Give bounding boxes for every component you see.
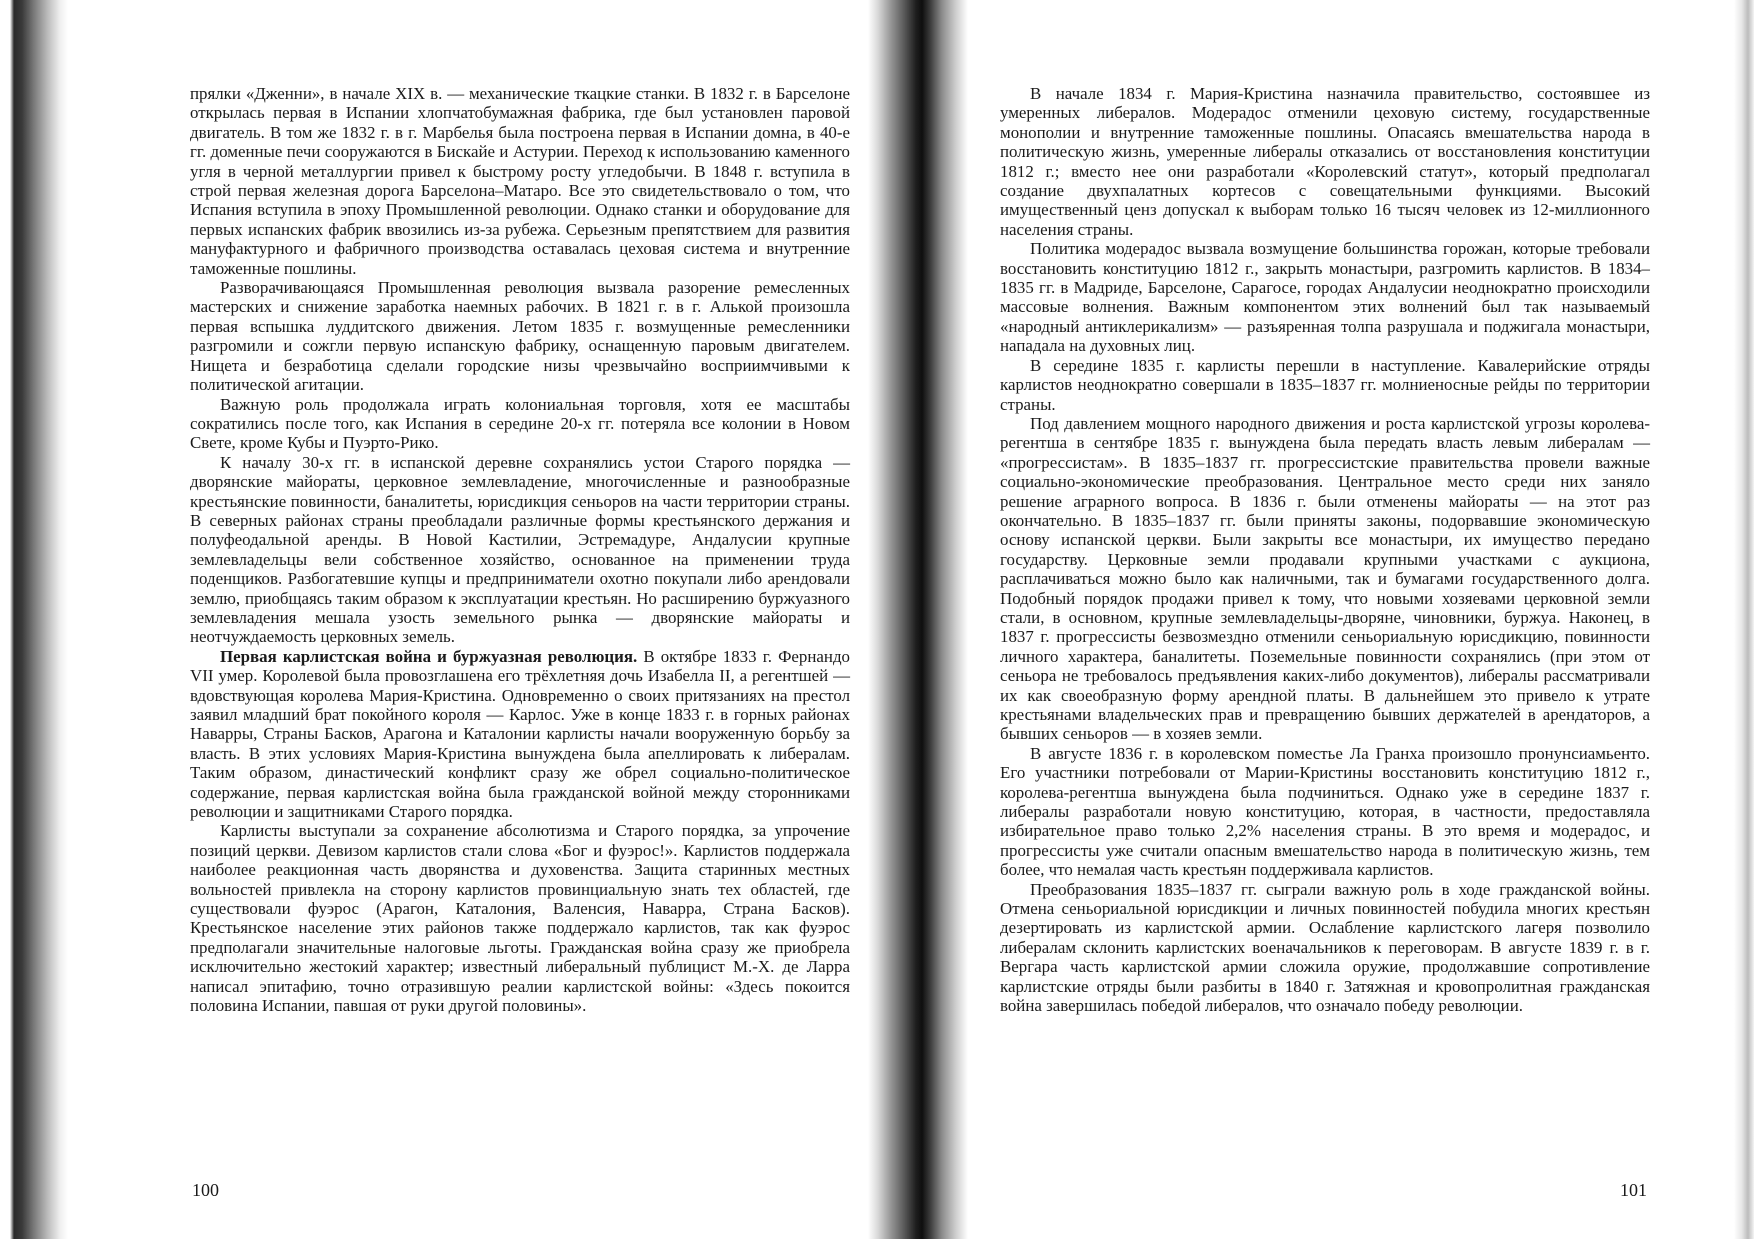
section-paragraph [190,647,850,822]
left-page-edge-shadow [0,0,68,1239]
paragraph: Разворачивающаяся Промышленная революция вызвала разорение ремесленных мастерских и снижение заработка наемных рабочих. В 1821 г. в г. Алькой произошла первая вспышка луддитского движения. Летом 1835 г. возмущенные ремесленники разгромили и сожгли первую испанскую фабрику, оснащенную паровым двигателем. Нищета и безработица сделали городские низы чрезвычайно восприимчивыми к политической агитации. [190,278,850,395]
left-page [190,84,850,1016]
paragraph: В середине 1835 г. карлисты перешли в наступление. Кавалерийские отряды карлистов неоднократно совершали в 1835–1837 гг. молниеносные рейды по территории страны. [1000,355,1650,414]
paragraph: Карлисты выступали за сохранение абсолютизма и Старого порядка, за упрочение позиций церкви. Девизом карлистов стали слова «Бог и фуэрос!». Карлистов поддержала наиболее реакционная часть дворянства и духовенства. Защита старинных местных вольностей привлекла на сторону карлистов провинциальную знать тех областей, где существовали фуэрос (Арагон, Каталония, Валенсия, Наварра, Страна Басков). Крестьянское население этих районов также поддержало карлистов, так как фуэрос предполагали значительные налоговые льготы. Гражданская война сразу же приобрела исключительно жестокий характер; известный либеральный публицист М.-Х. де Ларра написал эпитафию, точно отразившую реалии карлистской войны: «Здесь покоится половина Испании, павшая от руки другой половины». [190,821,850,1016]
paragraph: Преобразования 1835–1837 гг. сыграли важную роль в ходе гражданской войны. Отмена сеньориальной юрисдикции и личных повинностей побудила многих крестьян дезертировать из карлистской армии. Ослабление карлистского лагеря позволило либералам склонить карлистских военачальников к переговорам. В августе 1839 г. в г. Вергара часть карлистской армии сложила оружие, продолжавшие сопротивление карлистские отряды были разбиты в 1840 г. Затяжная и кровопролитная гражданская война завершилась победой либералов, что означало победу революции. [1000,879,1650,1016]
section-paragraph-text: В октябре 1833 г. Фернандо VII умер. Королевой была провозглашена его трёхлетняя дочь Изабелла II, а регентшей — вдовствующая королева Мария-Кристина. Одновременно о своих притязаниях на престол заявил младший брат покойного короля — Карлос. Уже в конце 1833 г. в горных районах Наварры, Страны Басков, Арагона и Каталонии карлисты начали вооруженную борьбу за власть. В этих условиях Мария-Кристина вынуждена была апеллировать к либералам. Таким образом, династический конфликт сразу же обрел социально-политическое содержание, первая карлистская война была гражданской войной между сторонниками революции и защитниками Старого порядка. [190,646,850,822]
page-number-right: 101 [1620,1180,1647,1200]
book-gutter-shadow [868,0,968,1239]
paragraph: В начале 1834 г. Мария-Кристина назначила правительство, состоявшее из умеренных либералов. Модерадос отменили цеховую систему, государственные монополии и внутренние таможенные пошлины. Опасаясь вмешательства народа в политическую жизнь, умеренные либералы отказались от восстановления конституции 1812 г.; вместо нее они разработали «Королевский статут», который предполагал создание двухпалатных кортесов с совещательными функциями. Высокий имущественный ценз допускал к выборам только 16 тысяч человек из 12-миллионного населения страны. [1000,84,1650,239]
paragraph: Политика модерадос вызвала возмущение большинства горожан, которые требовали восстановить конституцию 1812 г., закрыть монастыри, разгромить карлистов. В 1834–1835 гг. в Мадриде, Барселоне, Сарагосе, городах Андалусии неоднократно происходили массовые волнения. Важным компонентом этих волнений был так называемый «народный антиклерикализм» — разъяренная толпа разрушала и поджигала монастыри, нападала на духовных лиц. [1000,239,1650,356]
paragraph: К началу 30-х гг. в испанской деревне сохранялись устои Старого порядка — дворянские майораты, церковное землевладение, многочисленные и разнообразные крестьянские повинности, баналитеты, юрисдикция сеньоров на части территории страны. В северных районах страны преобладали различные формы крестьянского держания и полуфеодальной аренды. В Новой Кастилии, Эстремадуре, Андалусии крупные землевладельцы вели собственное хозяйство, основанное на применении труда поденщиков. Разбогатевшие купцы и предприниматели охотно покупали либо арендовали землю, приобщаясь таким образом к эксплуатации крестьян. Но расширению буржуазного землевладения мешала узость земельного рынка — дворянские майораты и неотчуждаемость церковных земель. [190,452,850,647]
right-page-edge-shadow [1734,0,1754,1239]
right-page [1000,84,1650,1016]
paragraph: Под давлением мощного народного движения и роста карлистской угрозы королева-регентша в сентябре 1835 г. вынуждена была передать власть левым либералам — «прогрессистам». В 1835–1837 гг. прогрессистские правительства провели важные социально-экономические преобразования. Центральное место среди них заняло решение аграрного вопроса. В 1836 г. были отменены майораты — на этот раз окончательно. В 1835–1837 гг. были приняты законы, подорвавшие экономическую основу испанской церкви. Были закрыты все монастыри, их имущество передано государству. Церковные земли продавали крупными участками с аукциона, расплачиваться можно было как наличными, так и бумагами государственного долга. Подобный порядок продажи привел к тому, что новыми хозяевами церковной земли стали, в основном, крупные землевладельцы-дворяне, чиновники, буржуа. Наконец, в 1837 г. прогрессисты безвозмездно отменили сеньориальную юрисдикцию, повинности личного характера, баналитеты. Поземельные повинности сохранялись (при этом от сеньора не требовалось предъявления каких-либо документов), либералы рассматривали их как своеобразную форму арендной платы. В дальнейшем это привело к утрате крестьянами владельческих прав и превращению бывших держателей в арендаторов, а бывших сеньоров — в хозяев земли. [1000,413,1650,744]
page-number-left: 100 [192,1180,219,1200]
section-subheading: Первая карлистская война и буржуазная революция. [220,646,638,666]
paragraph: прялки «Дженни», в начале XIX в. — механические ткацкие станки. В 1832 г. в Барселоне открылась первая в Испании хлопчатобумажная фабрика, где был установлен паровой двигатель. В том же 1832 г. в г. Марбелья была построена первая в Испании домна, в 40-е гг. доменные печи сооружаются в Бискайе и Астурии. Переход к использованию каменного угля в черной металлургии привел к быстрому росту угледобычи. В 1848 г. вступила в строй первая железная дорога Барселона–Матаро. Все это свидетельствовало о том, что Испания вступила в эпоху Промышленной революции. Однако станки и оборудование для первых испанских фабрик ввозились из-за рубежа. Серьезным препятствием для развития мануфактурного и фабричного производства оставалась цеховая система и внутренние таможенные пошлины. [190,84,850,278]
paragraph: Важную роль продолжала играть колониальная торговля, хотя ее масштабы сократились после того, как Испания в середине 20-х гг. потеряла все колонии в Новом Свете, кроме Кубы и Пуэрто-Рико. [190,394,850,453]
paragraph: В августе 1836 г. в королевском поместье Ла Гранха произошло пронунсиамьенто. Его участники потребовали от Марии-Кристины восстановить конституцию 1812 г., королева-регентша вынуждена была подчиниться. Однако уже в середине 1837 г. либералы разработали новую конституцию, которая, в частности, предоставляла избирательное право только 2,2% населения страны. В это время и модерадос, и прогрессисты уже считали опасным вмешательство народа в политическую жизнь, тем более, что немалая часть крестьян поддерживала карлистов. [1000,743,1650,880]
